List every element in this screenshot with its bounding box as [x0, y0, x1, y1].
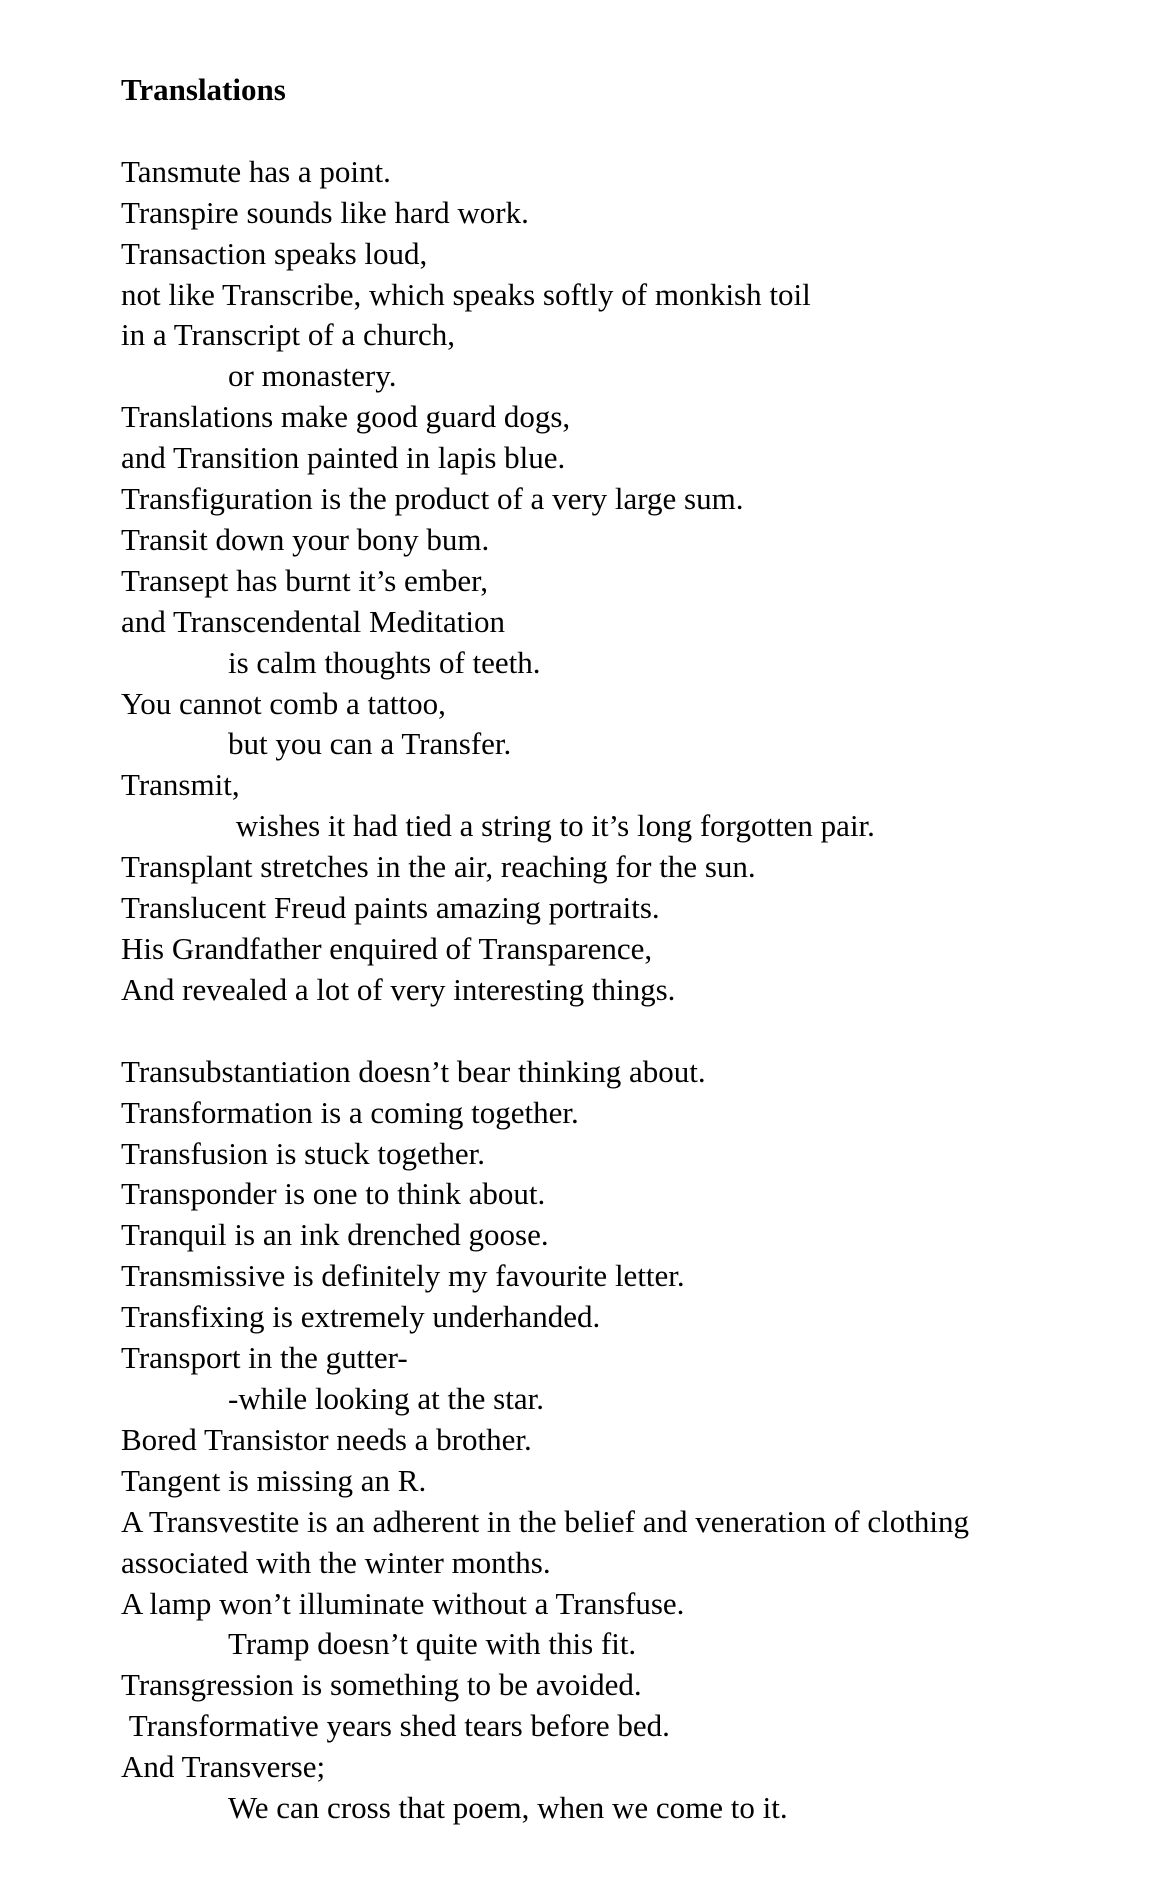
poem-line: We can cross that poem, when we come to it.: [228, 1790, 788, 1826]
poem-line: A Transvestite is an adherent in the belief and veneration of clothing: [121, 1503, 969, 1539]
poem-line: Transit down your bony bum.: [121, 521, 490, 557]
poem-line: wishes it had tied a string to it’s long forgotten pair.: [228, 808, 875, 844]
poem-line: A lamp won’t illuminate without a Transfuse.: [121, 1585, 685, 1621]
poem-line: And Transverse;: [121, 1749, 326, 1785]
poem-line: in a Transcript of a church,: [121, 317, 456, 353]
poem-line: Transpire sounds like hard work.: [121, 194, 529, 230]
stanza-break: [121, 1011, 1130, 1052]
poem-line: and Transcendental Meditation: [121, 603, 505, 639]
poem-line: Transmit,: [121, 767, 240, 803]
poem-line: Transgression is something to be avoided.: [121, 1667, 642, 1703]
poem-line: Transfixing is extremely underhanded.: [121, 1299, 601, 1335]
poem-line: Transmissive is definitely my favourite letter.: [121, 1258, 685, 1294]
poem-line: Tangent is missing an R.: [121, 1462, 427, 1498]
poem-line: Transformative years shed tears before bed.: [121, 1708, 670, 1744]
poem-line: Transaction speaks loud,: [121, 235, 428, 271]
poem-line: Tramp doesn’t quite with this fit.: [228, 1626, 637, 1662]
poem-title: Translations: [121, 72, 286, 107]
poem-line: Translations make good guard dogs,: [121, 399, 571, 435]
poem-line: Transformation is a coming together.: [121, 1094, 579, 1130]
poem-line: You cannot comb a tattoo,: [121, 685, 446, 721]
poem-line: Transport in the gutter-: [121, 1340, 408, 1376]
poem-line: Translucent Freud paints amazing portraits.: [121, 890, 660, 926]
poem-line: is calm thoughts of teeth.: [228, 644, 541, 680]
poem-line: Transfiguration is the product of a very large sum.: [121, 481, 744, 517]
poem-line: Transept has burnt it’s ember,: [121, 562, 488, 598]
poem-line: His Grandfather enquired of Transparence,: [121, 931, 653, 967]
poem-line: Transponder is one to think about.: [121, 1176, 546, 1212]
poem-line: Tansmute has a point.: [121, 153, 391, 189]
poem-line: and Transition painted in lapis blue.: [121, 440, 566, 476]
poem-line: And revealed a lot of very interesting things.: [121, 971, 676, 1007]
poem-line: Tranquil is an ink drenched goose.: [121, 1217, 549, 1253]
poem-line: Transplant stretches in the air, reaching for the sun.: [121, 849, 756, 885]
poem-line: but you can a Transfer.: [228, 726, 512, 762]
poem-line: -while looking at the star.: [228, 1380, 544, 1416]
poem-line: not like Transcribe, which speaks softly of monkish toil: [121, 276, 811, 312]
poem-body: [121, 152, 1130, 1829]
poem-line: or monastery.: [228, 358, 397, 394]
poem-line: Transubstantiation doesn’t bear thinking about.: [121, 1053, 706, 1089]
poem-line: associated with the winter months.: [121, 1544, 551, 1580]
poem-line: Transfusion is stuck together.: [121, 1135, 485, 1171]
poem-line: Bored Transistor needs a brother.: [121, 1421, 532, 1457]
